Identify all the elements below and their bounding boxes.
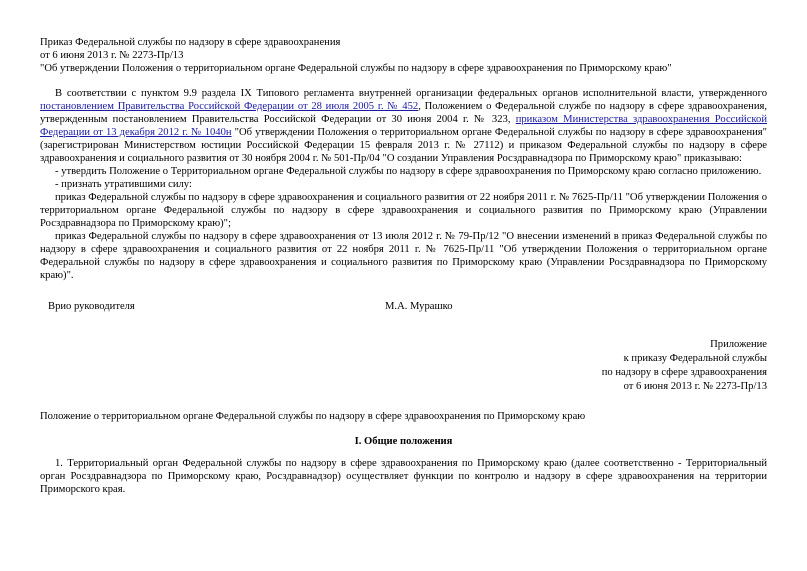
order-title: Приказ Федеральной службы по надзору в сфере здравоохранения [40, 37, 341, 48]
appendix-label: Приложение [710, 339, 767, 350]
signatory-name: М.А. Мурашко [385, 301, 453, 312]
order-date-number: от 6 июня 2013 г. № 2273-Пр/13 [40, 50, 184, 61]
appendix-reference [40, 338, 767, 394]
section-heading: I. Общие положения [354, 436, 453, 447]
intro-text-start: В соответствии с пунктом 9.9 раздела IX Типового регламента внутренней организации федеральных органов исполнительной власти, утвержденного [55, 88, 767, 99]
revoked-order-1: приказ Федеральной службы по надзору в сфере здравоохранения и социального развития от 22 ноября 2011 г. № 7625-Пр/11 "Об утверждении Положения о территориальном органе Федеральной службы по надзору в сфере здравоохранения и социального развития по Приморскому краю (Управлении Росздравнадзора по Приморскому краю)"; [40, 192, 767, 229]
revoke-item: - признать утратившими силу: [55, 179, 192, 190]
appendix-order-ref: к приказу Федеральной службы [623, 353, 767, 364]
document-page [40, 36, 767, 496]
ministry-order-link[interactable]: приказом Министерства здравоохранения Российской Федерации от 13 декабря 2012 г. № 1040н [40, 114, 768, 138]
signatory-role: Врио руководителя [48, 301, 135, 312]
regulation-title: Положение о территориальном органе Федеральной службы по надзору в сфере здравоохранения по Приморскому краю [40, 411, 586, 422]
approve-item: - утвердить Положение о Территориальном органе Федеральной службы по надзору в сфере здравоохранения по Приморскому краю согласно приложению. [55, 166, 762, 177]
appendix-date-ref: от 6 июня 2013 г. № 2273-Пр/13 [623, 381, 767, 392]
intro-paragraph [40, 87, 767, 165]
signature-block [48, 300, 767, 314]
order-subject: "Об утверждении Положения о территориальном органе Федеральной службы по надзору в сфере здравоохранения по Приморскому краю" [40, 63, 672, 74]
government-decree-link[interactable]: постановлением Правительства Российской Федерации от 28 июля 2005 г. № 452 [40, 101, 419, 112]
section-paragraph-1: 1. Территориальный орган Федеральной службы по надзору в сфере здравоохранения по Приморскому краю (далее соответственно - Территориальный орган Росздравнадзора по Приморскому краю, Росздравнадзор) осуществляет функции по контролю и надзору в сфере здравоохранения на территории Приморского края. [40, 458, 767, 495]
document-header [40, 36, 767, 75]
appendix-agency-ref: по надзору в сфере здравоохранения [601, 367, 767, 378]
intro-text-end: "Об утверждении Положения о территориальном органе Федеральной службы по надзору в сфере здравоохранения" (зарегистрирован Министерством юстиции Российской Федерации 15 февраля 2013 г. № 27112) и приказом Федеральной службы по надзору в сфере здравоохранения и социального развития от 30 ноября 2004 г. № 501-Пр/04 "О создании Управления Росздравнадзора по Приморскому краю" приказываю: [40, 127, 767, 164]
intro-text-middle: , Положением о Федеральной службе по надзору в сфере здравоохранения, утвержденным постановлением Правительства Российской Федерации от 30 июня 2004 г. № 323, [40, 101, 768, 125]
revoked-order-2: приказ Федеральной службы по надзору в сфере здравоохранения от 13 июля 2012 г. № 79-Пр/12 "О внесении изменений в приказ Федеральной службы по надзору в сфере здравоохранения и социального развития от 22 ноября 2011 г. № 7625-Пр/11 "Об утверждении Положения о территориальном органе Федеральной службы по надзору в сфере здравоохранения и социального развития по Приморскому краю (Управлении Росздравнадзора по Приморскому краю)". [40, 231, 767, 281]
